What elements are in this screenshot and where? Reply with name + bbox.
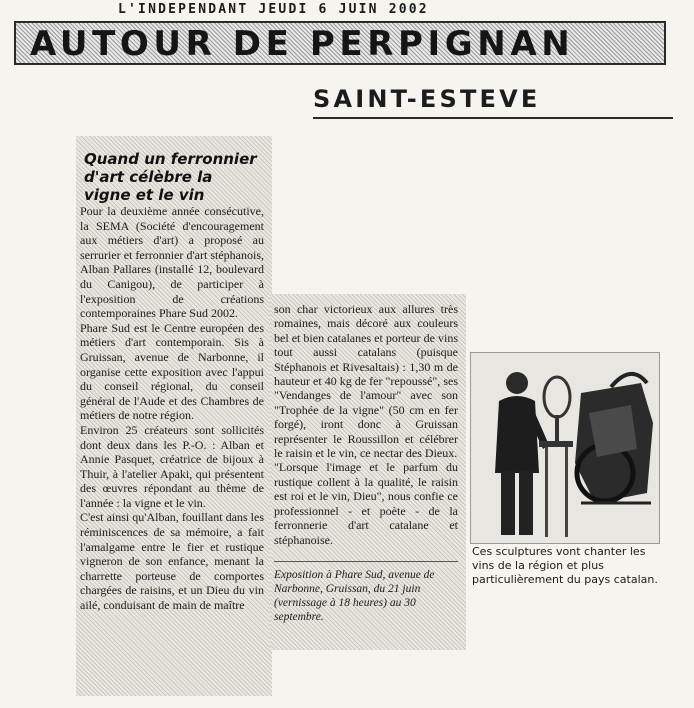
paragraph-3: Environ 25 créateurs sont sollicités dont deux dans les P.-O. : Alban et Annie Pasquet, créatrice de bijoux à Thuir, à l'atelier Apaki, qui présentent des œuvres répondant au thème de l'année : la vigne et le vin. <box>80 422 264 510</box>
sculpture-photo <box>470 352 660 544</box>
exhibition-credit: Exposition à Phare Sud, avenue de Narbonne, Gruissan, du 21 juin (vernissage à 18 heures) au 30 septembre. <box>274 561 458 624</box>
paragraph-6: "Lorsque l'image et le parfum du rustique collent à la qualité, le raisin est roi et le vin, Dieu", nous confie ce professionnel - et poète - de la ferronnerie d'art catalane et stéphanoise. <box>274 460 458 547</box>
article-column-2 <box>270 294 466 650</box>
locality-rule <box>313 117 673 119</box>
paragraph-1: Pour la deuxième année consécutive, la SEMA (Société d'encouragement aux métiers d'art) a proposé au serrurier et ferronnier d'art stéphanois, Alban Pallares (installé 12, boulevard du Canigou), de participer à l'exposition de créations contemporaines Phare Sud 2002. <box>80 204 264 321</box>
locality-heading: SAINT-ESTEVE <box>313 85 541 113</box>
photo-caption: Ces sculptures vont chanter les vins de la région et plus particulièrement du pays catalan. <box>472 545 658 586</box>
article-column-1 <box>76 136 272 696</box>
paragraph-4: C'est ainsi qu'Alban, fouillant dans les réminiscences de sa mémoire, a fait l'amalgame entre le fier et rustique vigneron de son enfance, menant la charrette porteuse de comportes chargées de raisins, et un Dieu du vin ailé, conduisant de main de maître <box>80 510 264 613</box>
article-headline: Quand un ferronnier d'art célèbre la vigne et le vin <box>84 150 257 204</box>
section-banner-title: AUTOUR DE PERPIGNAN <box>30 24 575 64</box>
paragraph-2: Phare Sud est le Centre européen des métiers d'art contemporain. Sis à Gruissan, avenue de Narbonne, il organise cette exposition avec l'appui du conseil régional, du conseil général de l'Aude et des Chambres de métiers de notre région. <box>80 320 264 423</box>
paragraph-5: son char victorieux aux allures très romaines, mais décoré aux couleurs bel et bien catalanes et porteur de vins tout aussi catalans (puisque Stéphanois et Rivesaltais) : 1,30 m de hauteur et 40 kg de fer "repoussé", ses "Vendanges de l'amour" avec son "Trophée de la vigne" (50 cm en fer forgé), iront donc à Gruissan représenter le Roussillon et célébrer le raisin et le vin, ce nectar des Dieux. <box>274 302 458 461</box>
newspaper-date-line: L'INDEPENDANT JEUDI 6 JUIN 2002 <box>118 2 429 17</box>
photo-illustration <box>471 353 659 543</box>
